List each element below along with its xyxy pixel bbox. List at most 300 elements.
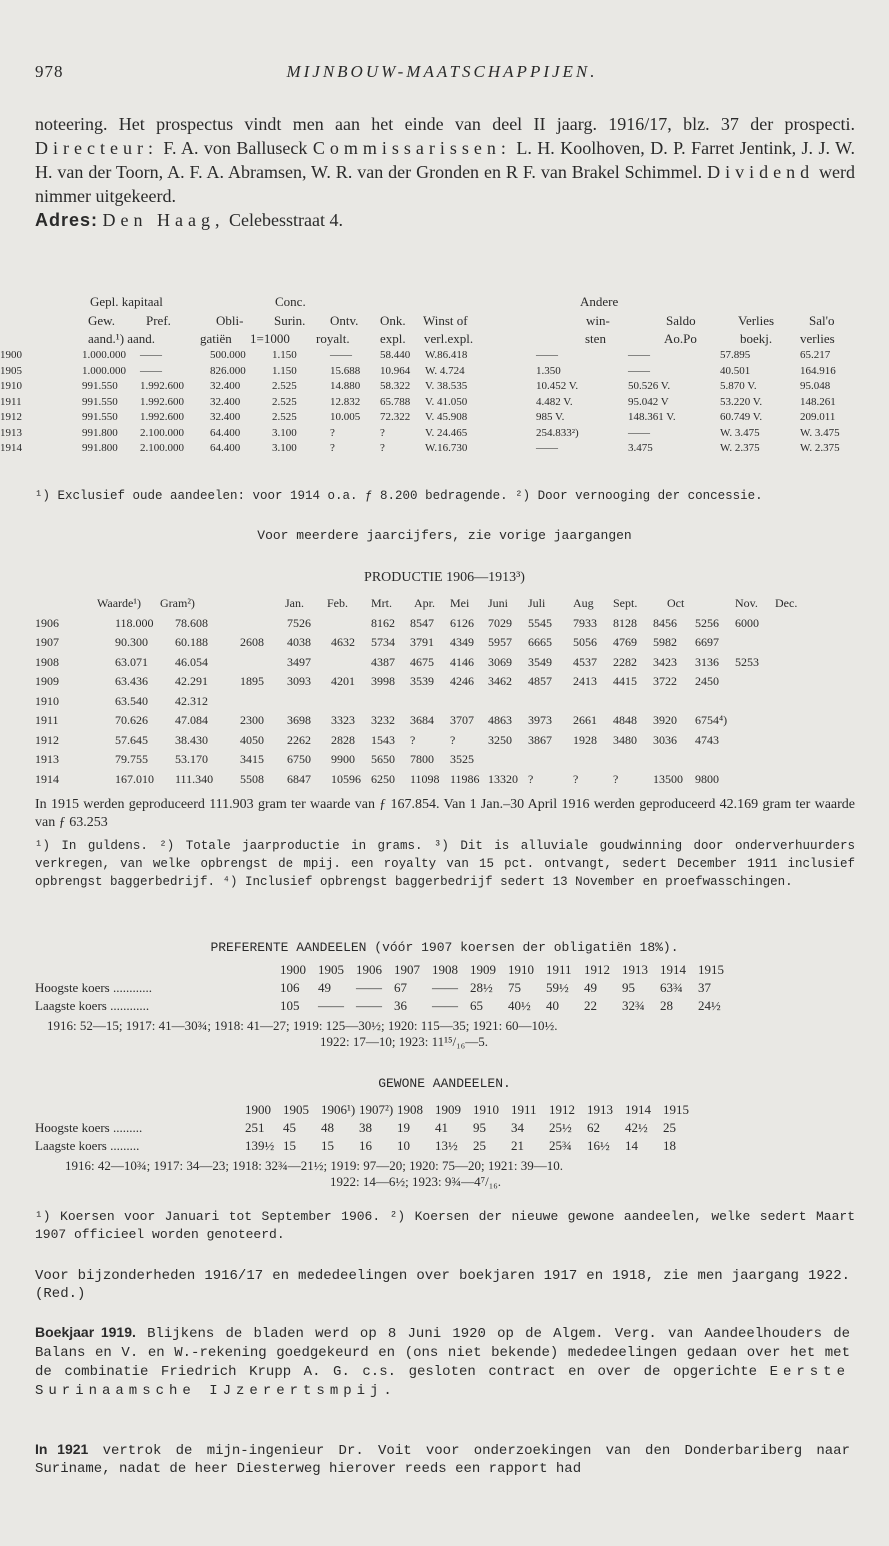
production-cell: 63.436 — [115, 674, 148, 688]
intro-line3: L. H. Koolhoven, D. P. Farret Jentink, J. J. W. H. van der Toorn, A. F. A. Abramsen, W. R. van der Gronden en R F. van Brakel Schimmel. — [35, 138, 855, 182]
finance-cell: W. 2.375 — [720, 442, 760, 454]
finance-cell: 1.992.600 — [140, 411, 184, 423]
preferente-title: PREFERENTE AANDEELEN (vóór 1907 koersen der obligatiën 18%). — [210, 940, 679, 955]
finance-cell: 60.749 V. — [720, 411, 763, 423]
finance-cell: 64.400 — [210, 426, 241, 439]
production-cell: 1928 — [573, 732, 597, 747]
finance-cell: W. 3.475 — [800, 426, 840, 439]
production-cell: 6126 — [450, 615, 474, 630]
col-rate: 1=1000 — [250, 331, 290, 346]
production-cell: 4349 — [450, 635, 474, 649]
finance-cell: 3.100 — [272, 426, 297, 439]
finance-cell: 32.400 — [210, 411, 241, 423]
preferente-hoogste-value: 106 — [280, 980, 300, 995]
gewone-year: 1912 — [549, 1102, 575, 1117]
production-col-header: Dec. — [775, 596, 798, 610]
production-cell: 3462 — [488, 674, 512, 688]
gewone-hoogste-value: 34 — [511, 1120, 524, 1135]
gewone-laagste-value: 139½ — [245, 1138, 275, 1153]
production-year: 1907 — [35, 635, 59, 649]
last-paragraph — [35, 1440, 850, 1478]
preferente-year: 1915 — [698, 962, 724, 977]
production-cell: 1543 — [371, 732, 395, 747]
production-cell: 7800 — [410, 752, 434, 766]
production-cell: 4743 — [695, 732, 719, 747]
col-verl-expl: verl.expl. — [424, 331, 474, 346]
gewone-line2: 1922: 14—6½; 1923: 9¾—4⁷/₁₆. — [330, 1174, 502, 1189]
preferente-laagste-row — [35, 998, 865, 1016]
preferente-year: 1908 — [432, 962, 458, 977]
finance-cell: ? — [330, 442, 335, 454]
finance-cell: 1.350 — [536, 364, 561, 377]
production-col-header: Waarde¹) — [97, 596, 141, 610]
production-cell: 5734 — [371, 635, 395, 649]
page-number: 978 — [35, 62, 64, 81]
production-paragraph: In 1915 werden geproduceerd 111.903 gram ter waarde van ƒ 167.854. Van 1 Jan.–30 April 1916 werden geproduceerd 42.169 gram ter waarde van ƒ 63.253 — [35, 797, 855, 830]
production-cell: 3722 — [653, 674, 677, 688]
finance-cell: 1.000.000 — [82, 349, 126, 361]
finance-cell: 2.100.000 — [140, 426, 184, 439]
finance-cell: V. 45.908 — [425, 411, 468, 423]
production-cell: 2413 — [573, 674, 597, 688]
finance-cell: 12.832 — [330, 395, 361, 408]
finance-cell: 991.550 — [82, 411, 118, 423]
finance-cell: —— — [140, 364, 162, 377]
finance-rows — [0, 349, 889, 458]
gewone-hoogste-value: 62 — [587, 1120, 600, 1135]
finance-cell: 164.916 — [800, 364, 836, 377]
finance-year: 1910 — [0, 380, 22, 392]
production-cell: 111.340 — [175, 771, 214, 786]
production-col-header: Juli — [528, 596, 546, 610]
commissarissen-label: Commissarissen: — [312, 138, 511, 158]
production-col-header: Mei — [450, 596, 470, 610]
gewone-year: 1906¹) — [321, 1102, 356, 1117]
finance-cell: 1.150 — [272, 364, 297, 377]
col-saldo: Saldo — [666, 313, 696, 328]
finance-cell: 72.322 — [380, 411, 411, 423]
preferente-year: 1913 — [622, 962, 648, 977]
finance-header-row1 — [0, 294, 889, 309]
finance-cell: 991.550 — [82, 395, 118, 408]
production-cell: 13500 — [653, 771, 683, 786]
preferente-year: 1905 — [318, 962, 344, 977]
production-cell: 46.054 — [175, 654, 208, 669]
col-conc: Conc. — [275, 294, 306, 309]
production-cell: 4769 — [613, 635, 637, 649]
production-cell: 2450 — [695, 674, 719, 688]
production-cell: 6754⁴) — [695, 713, 728, 727]
gewone-notes: ¹) Koersen voor Januari tot September 1906. ²) Koersen der nieuwe gewone aandeelen, welke sedert Maart 1907 officieel worden genoteerd. — [35, 1209, 855, 1242]
production-cell: 4863 — [488, 713, 512, 727]
boekjaar-label: Boekjaar 1919. — [35, 1324, 136, 1340]
production-cell: 6750 — [287, 752, 311, 766]
finance-cell: 10.005 — [330, 411, 361, 423]
production-cell: 9800 — [695, 771, 719, 786]
production-cell: 3136 — [695, 654, 719, 669]
finance-cell: 2.100.000 — [140, 442, 184, 454]
boekjaar-text: Blijkens de bladen werd op 8 Juni 1920 op de Algem. Verg. van Aandeelhouders de Balans en V. en W.-rekening goedgekeurd en (ons niet bekende) mededeelingen gedaan over het met de combinatie Friedrich Krupp A. G. c.s. gesloten contract en over de opgerichte — [35, 1326, 850, 1380]
gewone-laagste-label: Laagste koers ......... — [35, 1138, 140, 1153]
production-cell: 7029 — [488, 615, 512, 630]
production-cell: ? — [450, 732, 456, 747]
production-cell: 5982 — [653, 635, 677, 649]
finance-cell: 58.440 — [380, 349, 411, 361]
production-year: 1912 — [35, 732, 59, 747]
finance-cell: 254.833²) — [536, 426, 579, 439]
production-year: 1908 — [35, 654, 59, 669]
preferente-hoogste-value: 63¾ — [660, 980, 683, 995]
production-cell: 6000 — [735, 615, 759, 630]
production-cell: 4038 — [287, 635, 311, 649]
col-expl: expl. — [380, 331, 406, 346]
production-cell: 47.084 — [175, 713, 208, 727]
production-cell: 5253 — [735, 654, 759, 669]
gewone-hoogste-value: 25 — [663, 1120, 676, 1135]
production-col-header: Gram²) — [160, 596, 195, 610]
finance-cell: ? — [380, 426, 385, 439]
gewone-year: 1908 — [397, 1102, 423, 1117]
preferente-laagste-value: 65 — [470, 998, 483, 1013]
production-cell: 3525 — [450, 752, 474, 766]
gewone-laagste-row — [35, 1138, 865, 1156]
production-cell: 4050 — [240, 732, 264, 747]
production-cell: 63.071 — [115, 654, 148, 669]
more-years-note: Voor meerdere jaarcijfers, zie vorige jaargangen — [257, 528, 632, 543]
production-year: 1911 — [35, 713, 59, 727]
preferente-hoogste-value: 49 — [584, 980, 597, 995]
preferente-laagste-value: 32¾ — [622, 998, 645, 1013]
production-cell: 3036 — [653, 732, 677, 747]
production-cell: 5056 — [573, 635, 597, 649]
production-col-header: Mrt. — [371, 596, 392, 610]
finance-cell: 95.042 V — [628, 395, 669, 408]
col-onk: Onk. — [380, 313, 406, 328]
production-cell: 42.312 — [175, 693, 208, 708]
finance-cell: W. 2.375 — [800, 442, 840, 454]
col-verlies: Verlies — [738, 313, 775, 328]
finance-row — [0, 365, 889, 381]
finance-cell: V. 41.050 — [425, 395, 468, 408]
preferente-hoogste-value: —— — [356, 980, 382, 995]
preferente-laagste-value: —— — [432, 998, 458, 1013]
col-obli: Obli- — [216, 313, 244, 328]
finance-row — [0, 380, 889, 396]
production-cell: 4146 — [450, 654, 474, 669]
production-cell: 3480 — [613, 732, 637, 747]
intro-paragraph — [35, 112, 855, 232]
col-gew: Gew. — [88, 313, 115, 328]
gewone-laagste-value: 21 — [511, 1138, 524, 1153]
preferente-laagste-value: —— — [318, 998, 344, 1013]
production-cell: 7933 — [573, 615, 597, 630]
production-cell: 4415 — [613, 674, 637, 688]
production-cell: 4848 — [613, 713, 637, 727]
gewone-laagste-value: 13½ — [435, 1138, 458, 1153]
production-cell: 13320 — [488, 771, 518, 786]
production-col-header: Jan. — [285, 596, 304, 610]
finance-cell: 991.800 — [82, 442, 118, 454]
finance-row — [0, 349, 889, 365]
finance-cell: 2.525 — [272, 395, 297, 408]
boekjaar-paragraph — [35, 1323, 850, 1401]
production-cell: 79.755 — [115, 752, 148, 766]
preferente-hoogste-value: —— — [432, 980, 458, 995]
finance-year: 1912 — [0, 411, 22, 423]
production-cell: 6250 — [371, 771, 395, 786]
production-row — [35, 655, 855, 675]
production-row — [35, 733, 855, 753]
gewone-hoogste-value: 45 — [283, 1120, 296, 1135]
gewone-year: 1909 — [435, 1102, 461, 1117]
finance-cell: ? — [330, 426, 335, 439]
production-cell: 3707 — [450, 713, 474, 727]
preferente-year: 1911 — [546, 962, 572, 977]
col-verlies2: verlies — [800, 331, 835, 346]
finance-cell: —— — [628, 426, 650, 439]
bijzonderheden-paragraph: Voor bijzonderheden 1916/17 en mededeelingen over boekjaren 1917 en 1918, zie men jaargang 1922. (Red.) — [35, 1268, 850, 1302]
intro-line4: werd nimmer uitgekeerd. — [35, 162, 855, 206]
production-cell: 3867 — [528, 732, 552, 747]
preferente-year: 1909 — [470, 962, 496, 977]
production-cell: 6847 — [287, 771, 311, 786]
production-rows — [35, 596, 855, 791]
production-cell: 57.645 — [115, 732, 148, 747]
production-cell: 3323 — [331, 713, 355, 727]
production-cell: 2282 — [613, 654, 637, 669]
production-cell: 63.540 — [115, 693, 148, 708]
gewone-hoogste-value: 251 — [245, 1120, 265, 1135]
finance-cell: 32.400 — [210, 395, 241, 408]
finance-cell: V. 24.465 — [425, 426, 468, 439]
finance-cell: —— — [536, 442, 558, 454]
production-cell: 3423 — [653, 654, 677, 669]
preferente-year: 1907 — [394, 962, 420, 977]
finance-cell: 991.550 — [82, 380, 118, 392]
production-cell: 11098 — [410, 771, 440, 786]
production-row — [35, 772, 855, 792]
production-cell: 4387 — [371, 654, 395, 669]
preferente-year: 1914 — [660, 962, 686, 977]
production-cell: 3998 — [371, 674, 395, 688]
col-sten: sten — [585, 331, 606, 346]
gewone-laagste-value: 16½ — [587, 1138, 610, 1153]
production-cell: 2828 — [331, 732, 355, 747]
col-gatien: gatiën — [200, 331, 232, 346]
finance-cell: W.16.730 — [425, 442, 468, 454]
finance-cell: 95.048 — [800, 380, 831, 392]
production-year: 1906 — [35, 615, 59, 630]
production-col-header: Feb. — [327, 596, 348, 610]
gewone-hoogste-value: 42½ — [625, 1120, 648, 1135]
preferente-hoogste-value: 95 — [622, 980, 635, 995]
gewone-hoogste-value: 19 — [397, 1120, 410, 1135]
production-cell: 5256 — [695, 615, 719, 630]
finance-cell: ? — [380, 442, 385, 454]
production-cell: 38.430 — [175, 732, 208, 747]
production-row — [35, 752, 855, 772]
production-cell: 2661 — [573, 713, 597, 727]
finance-cell: 32.400 — [210, 380, 241, 392]
production-cell: 78.608 — [175, 615, 208, 630]
preferente-laagste-label: Laagste koers ............ — [35, 998, 150, 1013]
preferente-laagste-value: 24½ — [698, 998, 721, 1013]
gewone-years-row — [35, 1102, 865, 1120]
gewone-line1: 1916: 42—10¾; 1917: 34—23; 1918: 32¾—21½; 1919: 97—20; 1920: 75—20; 1921: 39—10. — [65, 1158, 563, 1173]
running-title: MIJNBOUW-MAATSCHAPPIJEN. — [286, 62, 598, 81]
col-royalt: royalt. — [316, 331, 350, 346]
directeur-label: Directeur: — [35, 138, 158, 158]
production-cell: 9900 — [331, 752, 355, 766]
production-row — [35, 674, 855, 694]
col-ontv: Ontv. — [330, 313, 359, 328]
finance-header-row3 — [0, 331, 889, 346]
finance-cell: 65.788 — [380, 395, 411, 408]
gewone-hoogste-value: 95 — [473, 1120, 486, 1135]
finance-cell: 1.150 — [272, 349, 297, 361]
col-andere: Andere — [580, 294, 619, 309]
finance-cell: —— — [536, 349, 558, 361]
production-cell: 5508 — [240, 771, 264, 786]
gewone-rows — [35, 1102, 865, 1156]
preferente-laagste-value: 40½ — [508, 998, 531, 1013]
production-cell: 167.010 — [115, 771, 154, 786]
finance-cell: 3.475 — [628, 442, 653, 454]
production-row — [35, 616, 855, 636]
production-cell: 3497 — [287, 654, 311, 669]
production-cell: 5957 — [488, 635, 512, 649]
finance-row — [0, 411, 889, 427]
finance-header-row2 — [0, 313, 889, 328]
gewone-hoogste-value: 41 — [435, 1120, 448, 1135]
production-cell: 4201 — [331, 674, 355, 688]
preferente-laagste-value: 40 — [546, 998, 559, 1013]
production-cell: 118.000 — [115, 615, 154, 630]
production-cell: 4675 — [410, 654, 434, 669]
production-cell: 8547 — [410, 615, 434, 630]
gewone-table — [35, 1102, 865, 1190]
preferente-hoogste-value: 59½ — [546, 980, 569, 995]
finance-row — [0, 427, 889, 443]
production-cell: 3415 — [240, 752, 264, 766]
preferente-hoogste-value: 75 — [508, 980, 521, 995]
col-surin: Surin. — [274, 313, 306, 328]
gewone-hoogste-value: 38 — [359, 1120, 372, 1135]
col-gepl-kapitaal: Gepl. kapitaal — [90, 294, 163, 309]
finance-row — [0, 396, 889, 412]
preferente-year: 1900 — [280, 962, 306, 977]
production-cell: 2300 — [240, 713, 264, 727]
preferente-line2: 1922: 17—10; 1923: 11¹⁵/₁₆—5. — [320, 1034, 488, 1049]
finance-cell: 10.452 V. — [536, 380, 579, 392]
finance-cell: 3.100 — [272, 442, 297, 454]
gewone-title: GEWONE AANDEELEN. — [378, 1076, 511, 1091]
finance-cell: 10.964 — [380, 364, 411, 377]
finance-cell: V. 38.535 — [425, 380, 468, 392]
production-row — [35, 694, 855, 714]
adres-street: Celebesstraat 4. — [224, 210, 343, 230]
last-label: In 1921 — [35, 1441, 89, 1457]
production-col-header: Aug — [573, 596, 594, 610]
finance-cell: 40.501 — [720, 364, 751, 377]
finance-year: 1913 — [0, 426, 22, 439]
gewone-year: 1911 — [511, 1102, 537, 1117]
gewone-laagste-value: 16 — [359, 1138, 372, 1153]
production-cell: 3791 — [410, 635, 434, 649]
production-cell: 10596 — [331, 771, 361, 786]
preferente-year: 1910 — [508, 962, 534, 977]
preferente-laagste-value: —— — [356, 998, 382, 1013]
gewone-year: 1900 — [245, 1102, 271, 1117]
production-cell: ? — [528, 771, 534, 786]
finance-cell: 5.870 V. — [720, 380, 757, 392]
production-title: PRODUCTIE 1906—1913³) — [364, 570, 525, 585]
finance-cell: 1.992.600 — [140, 380, 184, 392]
intro-line2b: F. A. von Balluseck — [157, 138, 313, 158]
finance-table — [0, 294, 889, 454]
production-cell: 3684 — [410, 713, 434, 727]
last-text: vertrok de mijn-ingenieur Dr. Voit voor onderzoekingen van den Donderbariberg naar Suriname, nadat de heer Diesterweg hierover reeds een rapport had — [35, 1443, 850, 1477]
production-cell: 5545 — [528, 615, 552, 630]
production-row — [35, 635, 855, 655]
finance-row — [0, 442, 889, 458]
running-header — [35, 62, 849, 86]
gewone-laagste-value: 18 — [663, 1138, 676, 1153]
preferente-hoogste-value: 37 — [698, 980, 711, 995]
production-cell: ? — [573, 771, 579, 786]
finance-cell: 1.992.600 — [140, 395, 184, 408]
production-cell: ? — [410, 732, 416, 747]
production-cell: 53.170 — [175, 752, 208, 766]
adres-city: Den Haag, — [102, 210, 225, 230]
intro-line1: noteering. Het prospectus vindt men aan het einde van deel II jaarg. — [35, 114, 597, 134]
adres-label: Adres: — [35, 210, 99, 230]
col-saldo2: Sal'o — [809, 313, 835, 328]
finance-year: 1900 — [0, 349, 22, 361]
preferente-laagste-value: 22 — [584, 998, 597, 1013]
finance-cell: 57.895 — [720, 349, 751, 361]
production-col-header: Nov. — [735, 596, 758, 610]
production-cell: 90.300 — [115, 635, 148, 649]
gewone-hoogste-label: Hoogste koers ......... — [35, 1120, 143, 1135]
production-cell: 3698 — [287, 713, 311, 727]
production-cell: 4537 — [573, 654, 597, 669]
boekjaar-company: Eerste Surinaamsche IJzerertsmpij. — [35, 1364, 850, 1399]
col-boekj: boekj. — [740, 331, 773, 346]
finance-cell: 209.011 — [800, 411, 836, 423]
gewone-laagste-value: 15 — [283, 1138, 296, 1153]
preferente-hoogste-value: 67 — [394, 980, 407, 995]
production-col-header: Juni — [488, 596, 509, 610]
gewone-laagste-value: 15 — [321, 1138, 334, 1153]
finance-year: 1905 — [0, 364, 22, 377]
production-cell: 6697 — [695, 635, 719, 649]
production-cell: 2608 — [240, 635, 264, 649]
preferente-year: 1906 — [356, 962, 382, 977]
production-year: 1910 — [35, 693, 59, 708]
finance-cell: W. 3.475 — [720, 426, 760, 439]
finance-cell: W.86.418 — [425, 349, 468, 361]
production-cell: 3920 — [653, 713, 677, 727]
finance-cell: 4.482 V. — [536, 395, 573, 408]
production-cell: 8128 — [613, 615, 637, 630]
production-cell: ? — [613, 771, 619, 786]
finance-cell: —— — [628, 349, 650, 361]
preferente-laagste-value: 36 — [394, 998, 407, 1013]
col-pref: Pref. — [146, 313, 171, 328]
preferente-hoogste-label: Hoogste koers ............ — [35, 980, 152, 995]
finance-cell: 14.880 — [330, 380, 361, 392]
